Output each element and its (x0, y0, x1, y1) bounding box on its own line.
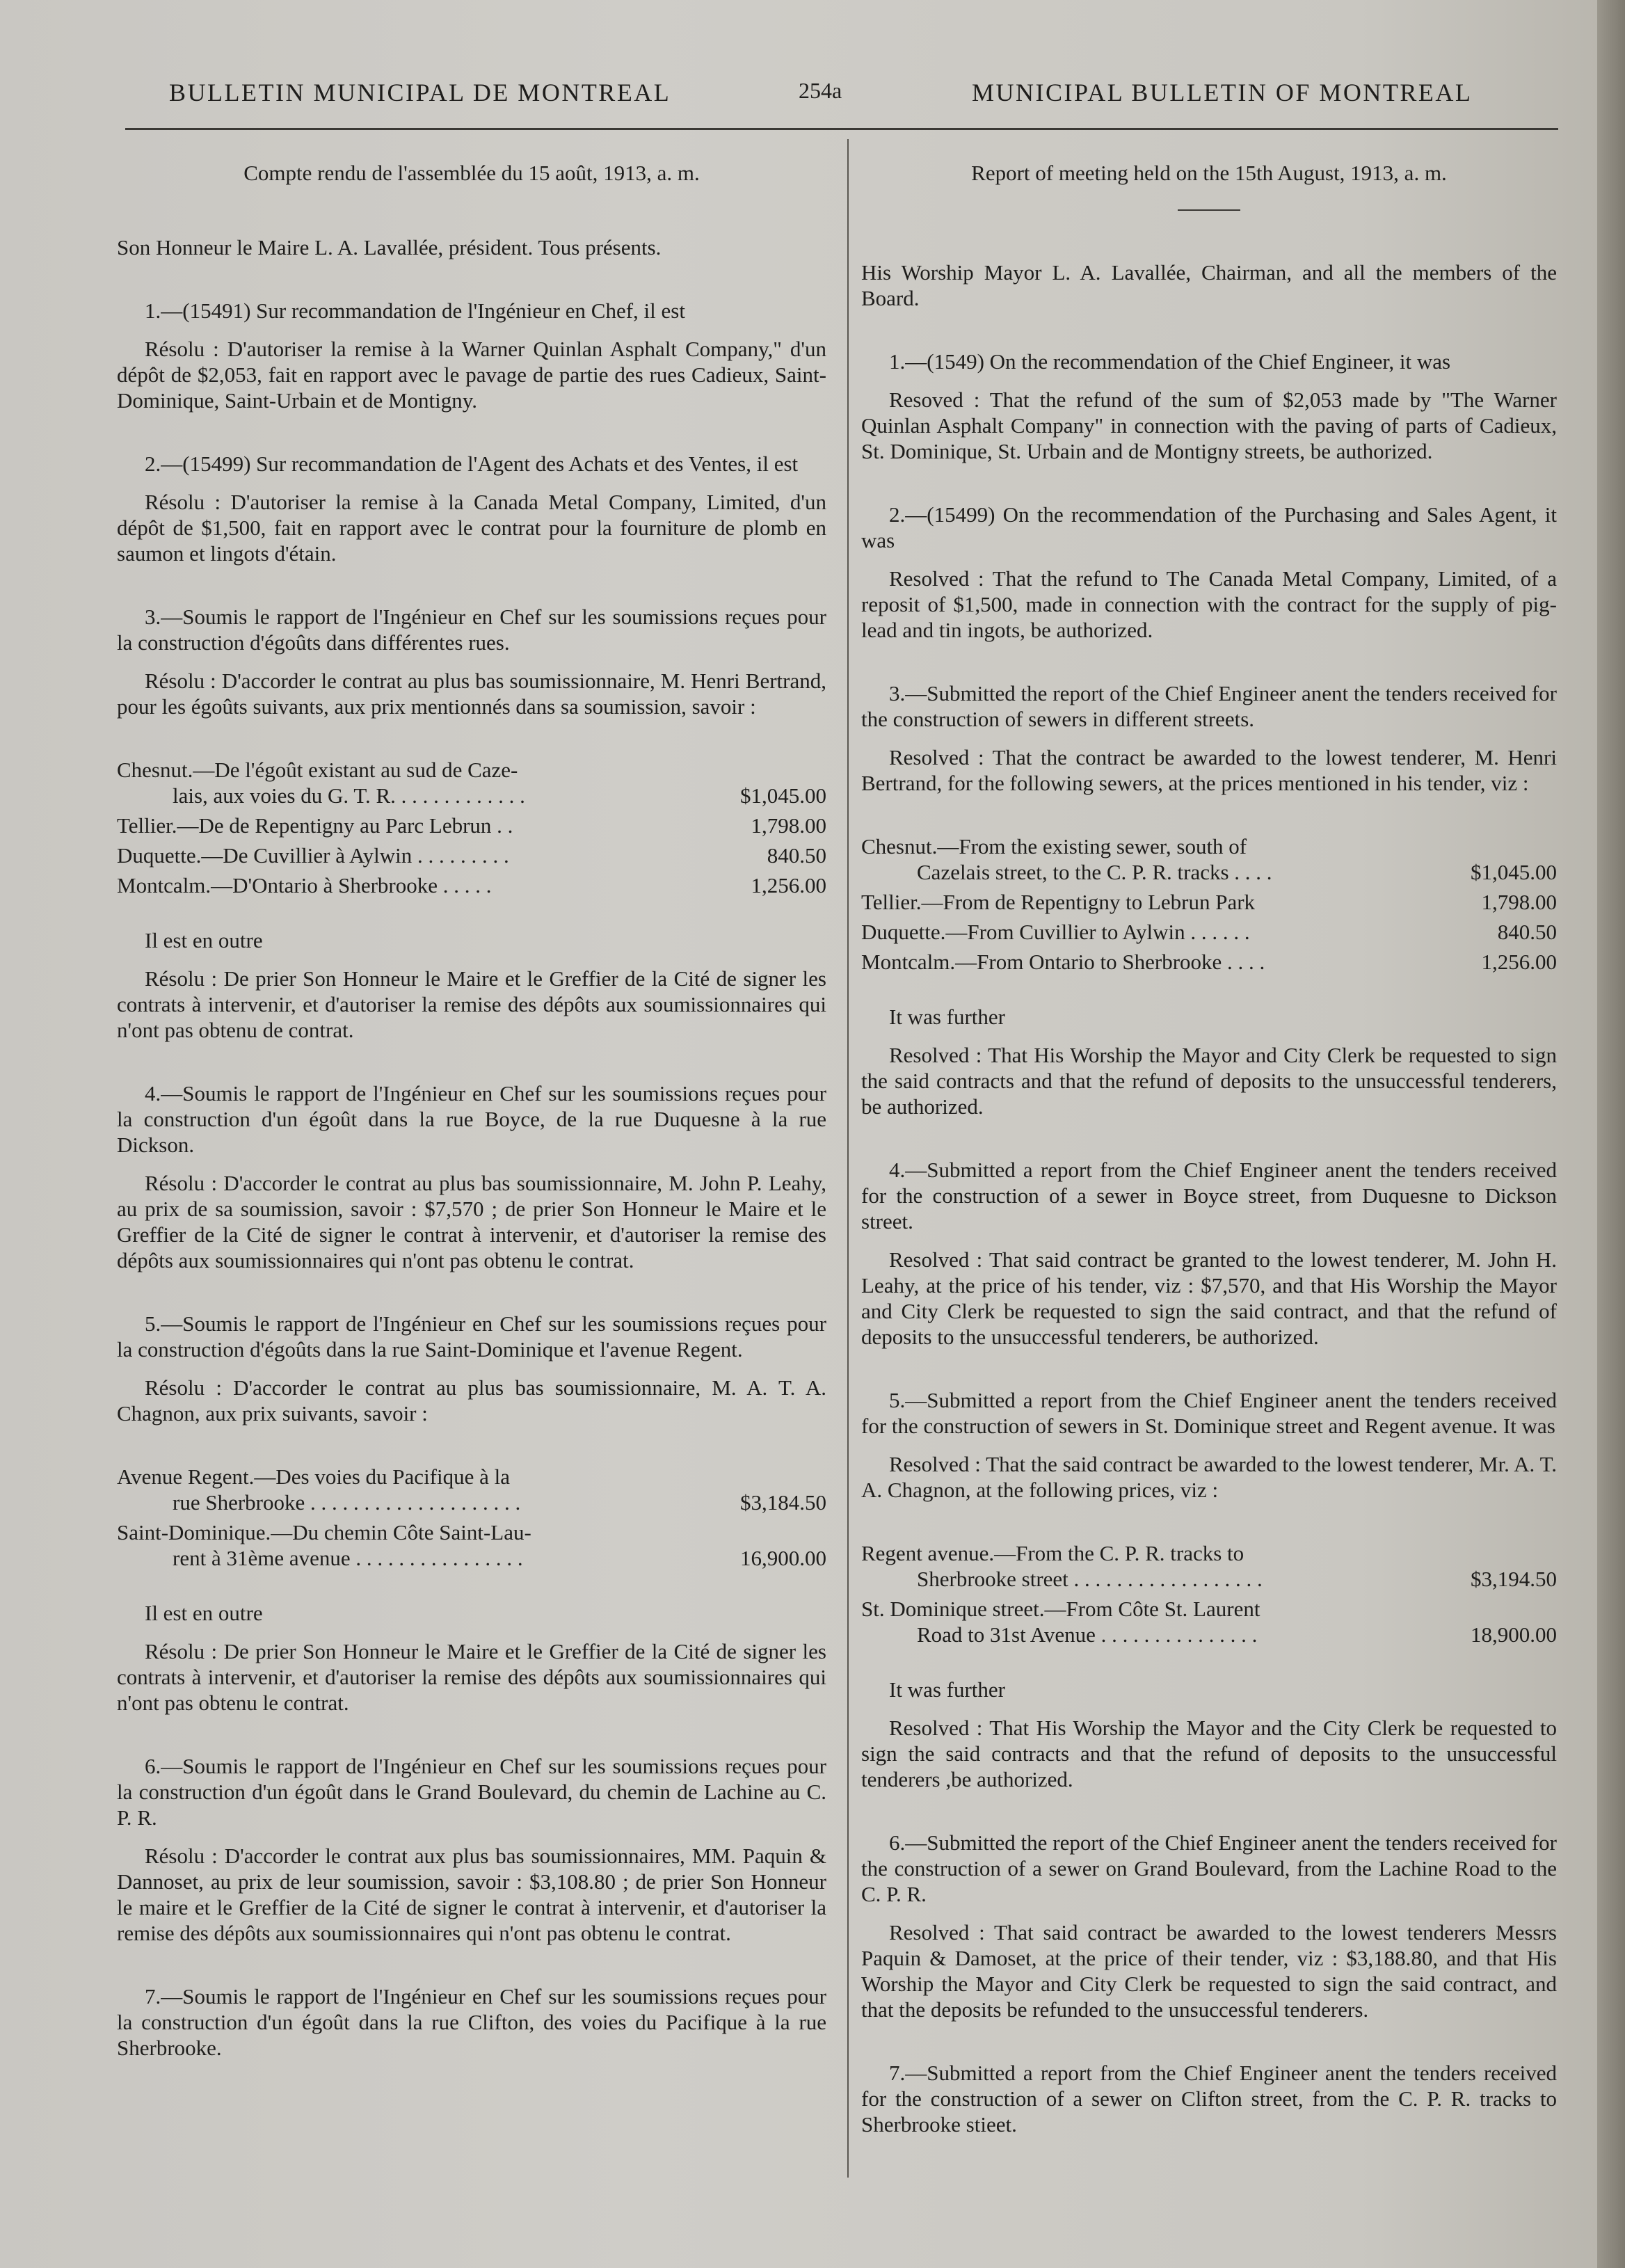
price-row (117, 872, 826, 898)
item-5-further-resolution: Resolved : That His Worship the Mayor and the City Clerk be requested to sign the said contracts and that the refund of deposits to the unsuccessful tenderers ,be authorized. (861, 1716, 1557, 1791)
price-label: Tellier.—De de Repentigny au Parc Lebrun . . (117, 813, 513, 838)
price-row (117, 1464, 826, 1515)
price-list (117, 757, 826, 898)
price-label-cont: rent à 31ème avenue . . . . . . . . . . . . . . . . (173, 1546, 523, 1570)
price-amount: 16,900.00 (740, 1546, 826, 1570)
item-3-head: 3.—Submitted the report of the Chief Engineer anent the tenders received for the construction of sewers in different streets. (861, 681, 1557, 731)
price-row (861, 1540, 1557, 1592)
price-list (861, 833, 1557, 975)
price-amount: 840.50 (1497, 920, 1557, 944)
item-6-resolution: Resolved : That said contract be awarded to the lowest tenderers Messrs Paquin & Damoset, at the price of their tender, viz : $3,188.80, and that His Worship the Mayor and City Clerk be requested to sign the said contract, and that the deposits be refunded to the unsuccessful tenderers. (861, 1920, 1557, 2022)
price-amount: $1,045.00 (740, 783, 826, 808)
price-label: Duquette.—From Cuvillier to Aylwin . . . . . . (861, 920, 1250, 944)
item-5-further: It was further (889, 1677, 1005, 1702)
header-left-title: BULLETIN MUNICIPAL DE MONTREAL (169, 79, 671, 106)
price-row (861, 949, 1557, 975)
item-2-resolution: Resolved : That the refund to The Canada Metal Company, Limited, of a reposit of $1,500, made in connection with the contract for the supply of pig-lead and tin ingots, be authorized. (861, 566, 1557, 642)
item-4-resolution: Resolved : That said contract be granted to the lowest tenderer, M. John H. Leahy, at the price of his tender, viz : $7,570, and that His Worship the Mayor and City Clerk be requested to sign the said contract, and that the refund of deposits to the unsuccessful tenderers, be authorized. (861, 1247, 1557, 1349)
english-column (861, 160, 1557, 2150)
item-5-resolution: Résolu : D'accorder le contrat au plus bas soumissionnaire, M. A. T. A. Chagnon, aux prix suivants, savoir : (117, 1375, 826, 1426)
item-5-further-resolution: Résolu : De prier Son Honneur le Maire et le Greffier de la Cité de signer les contrats à intervenir, et d'autoriser la remise des dépôts aux soumissionnaires qui n'ont pas obtenu le contrat. (117, 1639, 826, 1715)
price-amount: $3,184.50 (740, 1490, 826, 1515)
item-3-further: Il est en outre (145, 928, 263, 952)
item-3-resolution: Résolu : D'accorder le contrat au plus bas soumissionnaire, M. Henri Bertrand, pour les égoûts suivants, aux prix mentionnés dans sa soumission, savoir : (117, 669, 826, 719)
english-title: Report of meeting held on the 15th August, 1913, a. m. (971, 161, 1447, 185)
price-amount: 1,256.00 (1481, 950, 1557, 974)
price-label: Tellier.—From de Repentigny to Lebrun Park (861, 890, 1256, 914)
price-label: Montcalm.—From Ontario to Sherbrooke . . . . (861, 950, 1265, 974)
page-number: 254a (799, 78, 842, 103)
price-amount: 18,900.00 (1471, 1622, 1557, 1647)
item-3-resolution: Resolved : That the contract be awarded to the lowest tenderer, M. Henri Bertrand, for the following sewers, at the prices mentioned in his tender, viz : (861, 745, 1557, 795)
item-3-further: It was further (889, 1005, 1005, 1029)
price-label-cont: lais, aux voies du G. T. R. . . . . . . . . . . . . (173, 783, 525, 808)
price-label-cont: Cazelais street, to the C. P. R. tracks . . . . (917, 860, 1272, 884)
item-5-head: 5.—Soumis le rapport de l'Ingénieur en Chef sur les soumissions reçues pour la construction d'égoûts dans la rue Saint-Dominique et l'avenue Regent. (117, 1311, 826, 1361)
header-rule (125, 128, 1558, 130)
price-label-cont: Sherbrooke street . . . . . . . . . . . . . . . . . . (917, 1567, 1263, 1591)
french-intro: Son Honneur le Maire L. A. Lavallée, président. Tous présents. (117, 235, 662, 259)
item-6-resolution: Résolu : D'accorder le contrat aux plus bas soumissionnaires, MM. Paquin & Dannoset, au prix de leur soumission, savoir : $3,108.80 ; de prier Son Honneur le maire et le Greffier de la Cité de signer le contrat à intervenir, et d'autoriser la remise des dépôts aux soumissionnaires qui n'ont pas obtenu le contrat. (117, 1844, 826, 1945)
price-amount: 1,256.00 (751, 873, 826, 897)
price-label: Saint-Dominique.—Du chemin Côte Saint-Lau- (117, 1520, 531, 1544)
price-row (117, 757, 826, 808)
price-amount: 840.50 (767, 843, 826, 868)
price-label: Avenue Regent.—Des voies du Pacifique à la (117, 1464, 511, 1489)
price-label-cont: Road to 31st Avenue . . . . . . . . . . . . . . . (917, 1622, 1258, 1647)
price-amount: 1,798.00 (751, 813, 826, 838)
item-1-resolution: Resoved : That the refund of the sum of $2,053 made by "The Warner Quinlan Asphalt Company" in connection with the paving of parts of Cadieux, St. Dominique, St. Urbain and de Montigny streets, be authorized. (861, 388, 1557, 463)
price-row (861, 889, 1557, 915)
item-4-resolution: Résolu : D'accorder le contrat au plus bas soumissionnaire, M. John P. Leahy, au prix de sa soumission, savoir : $7,570 ; de prier Son Honneur le Maire et le Greffier de la Cité de signer le contrat à intervenir, et d'autoriser la remise des dépôts aux soumissionnaires qui n'ont pas obtenu le contrat. (117, 1171, 826, 1272)
price-row (861, 833, 1557, 885)
item-3-head: 3.—Soumis le rapport de l'Ingénieur en Chef sur les soumissions reçues pour la construction d'égoûts dans différentes rues. (117, 605, 826, 655)
price-label: Chesnut.—From the existing sewer, south of (861, 834, 1247, 859)
price-amount: $3,194.50 (1471, 1567, 1557, 1591)
french-column (117, 160, 826, 2073)
price-row (861, 919, 1557, 945)
price-label: Duquette.—De Cuvillier à Aylwin . . . . . . . . . (117, 843, 509, 868)
price-row (117, 1519, 826, 1571)
item-6-head: 6.—Submitted the report of the Chief Engineer anent the tenders received for the construction of a sewer on Grand Boulevard, from the Lachine Road to the C. P. R. (861, 1830, 1557, 1906)
price-label: St. Dominique street.—From Côte St. Laurent (861, 1597, 1260, 1621)
item-5-further: Il est en outre (145, 1601, 263, 1625)
item-2-head: 2.—(15499) On the recommendation of the Purchasing and Sales Agent, it was (861, 502, 1557, 552)
price-label: Regent avenue.—From the C. P. R. tracks to (861, 1541, 1244, 1565)
header-right-title: MUNICIPAL BULLETIN OF MONTREAL (972, 79, 1473, 106)
price-amount: $1,045.00 (1471, 860, 1557, 884)
price-row (117, 842, 826, 868)
item-7-head: 7.—Soumis le rapport de l'Ingénieur en Chef sur les soumissions reçues pour la construction d'un égoût dans la rue Clifton, des voies du Pacifique à la rue Sherbrooke. (117, 1984, 826, 2060)
item-5-resolution: Resolved : That the said contract be awarded to the lowest tenderer, Mr. A. T. A. Chagnon, at the following prices, viz : (861, 1452, 1557, 1502)
item-3-further-resolution: Resolved : That His Worship the Mayor and City Clerk be requested to sign the said contracts and that the refund of deposits to the unsuccessful tenderers, be authorized. (861, 1043, 1557, 1119)
price-label: Chesnut.—De l'égoût existant au sud de Caze- (117, 758, 518, 782)
english-intro: His Worship Mayor L. A. Lavallée, Chairman, and all the members of the Board. (861, 260, 1557, 310)
price-amount: 1,798.00 (1481, 890, 1557, 914)
item-4-head: 4.—Soumis le rapport de l'Ingénieur en Chef sur les soumissions reçues pour la construction d'un égoût dans la rue Boyce, de la rue Duquesne à la rue Dickson. (117, 1081, 826, 1157)
page-edge (1597, 0, 1625, 2268)
item-1-head: 1.—(1549) On the recommendation of the Chief Engineer, it was (889, 349, 1451, 374)
item-1-head: 1.—(15491) Sur recommandation de l'Ingénieur en Chef, il est (145, 298, 685, 323)
column-divider (847, 139, 849, 2178)
french-title: Compte rendu de l'assemblée du 15 août, 1913, a. m. (243, 161, 700, 185)
item-2-head: 2.—(15499) Sur recommandation de l'Agent des Achats et des Ventes, il est (145, 452, 799, 476)
price-row (117, 813, 826, 838)
item-1-resolution: Résolu : D'autoriser la remise à la Warner Quinlan Asphalt Company," d'un dépôt de $2,053, fait en rapport avec le pavage de partie des rues Cadieux, Saint-Dominique, Saint-Urbain et de Montigny. (117, 337, 826, 413)
item-7-head: 7.—Submitted a report from the Chief Engineer anent the tenders received for the construction of a sewer on Clifton street, from the C. P. R. tracks to Sherbrooke stieet. (861, 2061, 1557, 2137)
item-5-head: 5.—Submitted a report from the Chief Engineer anent the tenders received for the construction of sewers in St. Dominique street and Regent avenue. It was (861, 1388, 1557, 1438)
item-6-head: 6.—Soumis le rapport de l'Ingénieur en Chef sur les soumissions reçues pour la construction d'un égoût dans le Grand Boulevard, du chemin de Lachine au C. P. R. (117, 1754, 826, 1830)
title-separator (1178, 209, 1240, 211)
price-row (861, 1596, 1557, 1647)
price-label-cont: rue Sherbrooke . . . . . . . . . . . . . . . . . . . . (173, 1490, 521, 1515)
item-3-further-resolution: Résolu : De prier Son Honneur le Maire et le Greffier de la Cité de signer les contrats à intervenir, et d'autoriser la remise des dépôts aux soumissionnaires qui n'ont pas obtenu de contrat. (117, 966, 826, 1042)
price-list (861, 1540, 1557, 1647)
price-label: Montcalm.—D'Ontario à Sherbrooke . . . . . (117, 873, 492, 897)
price-list (117, 1464, 826, 1571)
item-2-resolution: Résolu : D'autoriser la remise à la Canada Metal Company, Limited, d'un dépôt de $1,500, fait en rapport avec le contrat pour la fourniture de plomb en saumon et lingots d'étain. (117, 490, 826, 566)
item-4-head: 4.—Submitted a report from the Chief Engineer anent the tenders received for the construction of a sewer in Boyce street, from Duquesne to Dickson street. (861, 1158, 1557, 1233)
